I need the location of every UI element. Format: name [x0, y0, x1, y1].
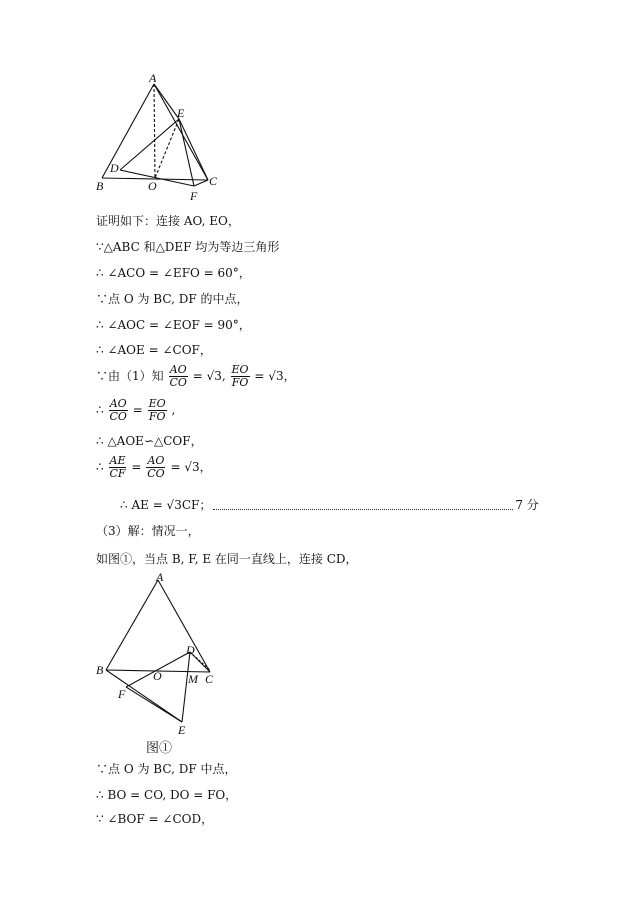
proof-line-2: ∵△ABC 和△DEF 均为等边三角形	[96, 240, 280, 254]
label-e: E	[178, 723, 186, 737]
proof-line-4: ∵点 O 为 BC, DF 的中点，	[96, 292, 249, 306]
proof-line-13: 如图①，当点 B, F, E 在同一直线上，连接 CD，	[96, 552, 358, 566]
proof-line-5: ∴ ∠AOC = ∠EOF = 90°，	[96, 318, 251, 332]
proof2-line-3: ∵ ∠BOF = ∠COD，	[96, 812, 214, 826]
fraction-ao-co-2: $\frac{AO}{CO}$	[109, 397, 127, 423]
proof-line-10: ∴ $\frac{AE}{CF}$ = $\frac{AO}{CO}$ = √3，	[96, 454, 212, 480]
edge-de	[120, 119, 179, 170]
label-f: F	[190, 189, 198, 203]
label-m: M	[188, 672, 198, 686]
proof-line-11: ∴ AE = √3CF； 7 分	[120, 498, 539, 512]
label-b: B	[96, 663, 104, 677]
label-e: E	[177, 106, 185, 120]
edge-de	[182, 652, 190, 722]
proof-line-8: ∴ $\frac{AO}{CO}$ = $\frac{EO}{FO}$ ,	[96, 397, 176, 423]
edge-ao-dashed	[154, 84, 155, 178]
edge-ae	[154, 84, 179, 119]
fraction-ao-co: $\frac{AO}{CO}$	[169, 363, 187, 389]
label-c: C	[209, 174, 218, 188]
proof2-line-2: ∴ BO = CO, DO = FO，	[96, 788, 238, 802]
proof-line-3: ∴ ∠ACO = ∠EFO = 60°，	[96, 266, 251, 280]
label-a: A	[149, 72, 157, 85]
edge-ac	[154, 84, 208, 180]
proof2-line-1: ∵点 O 为 BC, DF 中点，	[96, 762, 237, 776]
fraction-ao-co-3: $\frac{AO}{CO}$	[147, 454, 165, 480]
edge-cf	[194, 180, 208, 186]
proof-line-9: ∴ △AOE∽△COF，	[96, 434, 203, 448]
label-o: O	[148, 179, 157, 193]
figure-2	[90, 570, 230, 755]
label-a: A	[156, 570, 164, 584]
proof-line-12: （3）解：情况一，	[96, 524, 200, 538]
label-f: F	[118, 687, 126, 701]
label-c: C	[205, 672, 214, 686]
proof-line-1: 证明如下：连接 AO, EO，	[96, 214, 240, 228]
label-d: D	[110, 161, 119, 175]
fraction-eo-fo-2: $\frac{EO}{FO}$	[148, 397, 166, 423]
label-o: O	[153, 669, 162, 683]
edge-ef	[179, 119, 194, 186]
fraction-eo-fo: $\frac{EO}{FO}$	[231, 363, 249, 389]
figure-1	[90, 72, 230, 207]
edge-eo-dashed	[155, 119, 179, 178]
label-d: D	[186, 643, 195, 657]
edge-ac	[158, 580, 210, 672]
score-label: 7 分	[515, 498, 539, 512]
edge-ec	[179, 119, 208, 180]
edge-ab	[106, 580, 158, 670]
figure-caption: 图①	[146, 740, 173, 755]
proof-line-6: ∴ ∠AOE = ∠COF，	[96, 343, 212, 357]
fraction-ae-cf: $\frac{AE}{CF}$	[109, 454, 126, 480]
label-b: B	[96, 179, 104, 193]
leader-dots	[213, 501, 513, 510]
proof-line-7: ∵由（1）知 $\frac{AO}{CO}$ = √3, $\frac{EO}{FO}$ = √3，	[96, 363, 296, 389]
